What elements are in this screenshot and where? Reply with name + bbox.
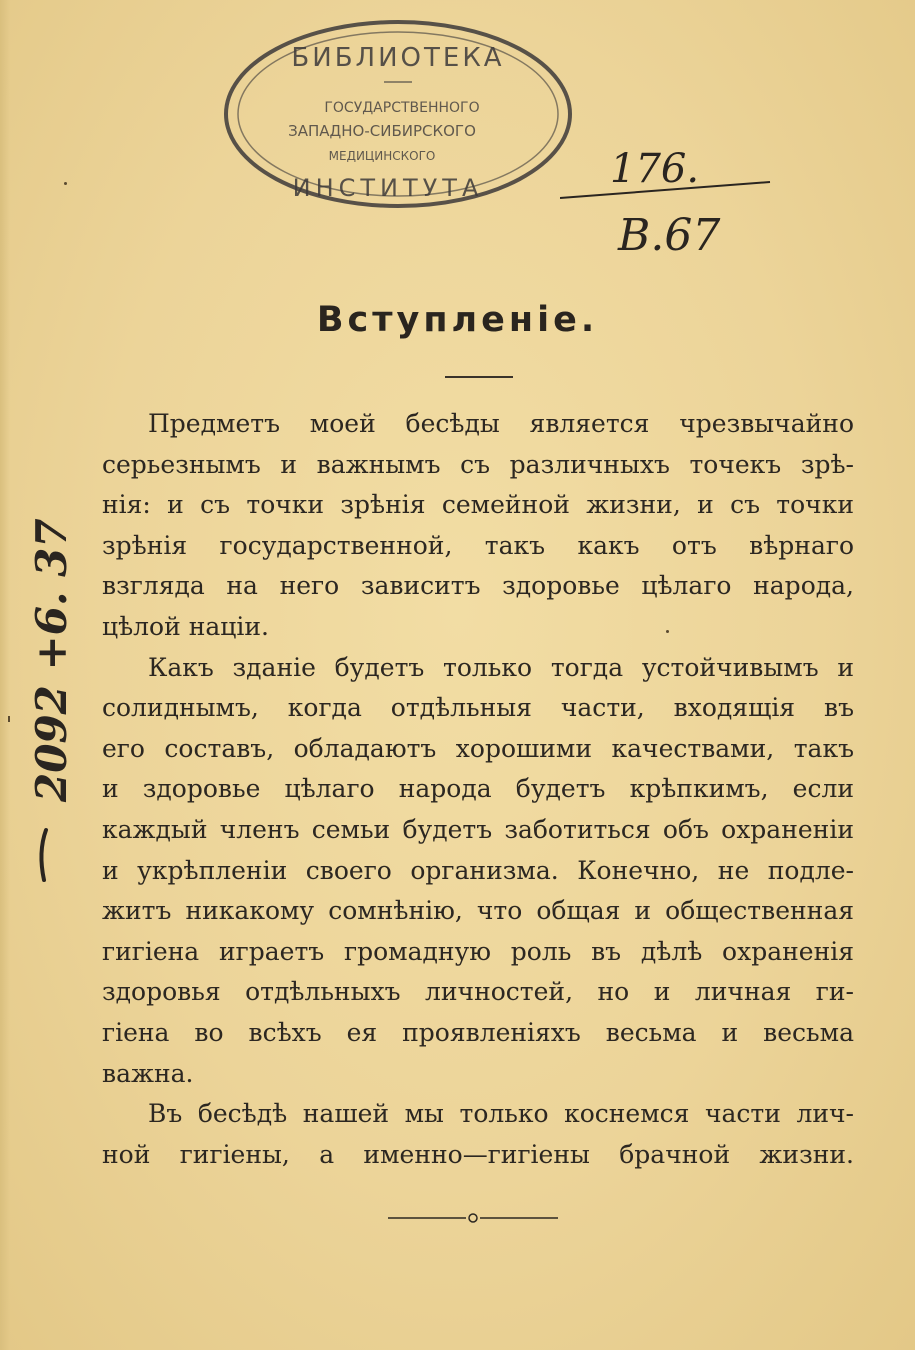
text-line: солиднымъ, когда отдѣльныя части, входящія въ — [102, 693, 854, 723]
stamp-line-1: БИБЛИОТЕКА — [291, 43, 505, 73]
text-line: Предметъ моей бесѣды является чрезвычайно — [148, 409, 854, 438]
stamp-line-2: ГОСУДАРСТВЕННОГО — [324, 100, 480, 116]
end-ornament-graphic — [388, 1208, 558, 1228]
library-stamp — [212, 8, 584, 220]
text-line: каждый членъ семьи будетъ заботиться объ охраненіи — [102, 814, 854, 844]
text-line: гигіена играетъ громадную роль въ дѣлѣ охраненія — [102, 936, 854, 966]
text-line: зрѣнія государственной, такъ какъ отъ вѣрнаго — [102, 530, 854, 560]
shelfmark-bottom: В.67 — [618, 210, 721, 261]
text-line: здоровья отдѣльныхъ личностей, но и личная ги- — [102, 977, 854, 1007]
body-text — [102, 404, 854, 1175]
text-line: и здоровье цѣлаго народа будетъ крѣпкимъ, если — [102, 774, 854, 804]
margin-note-graphic — [18, 372, 98, 892]
paragraph-1 — [102, 404, 854, 648]
paper-speck — [64, 182, 67, 185]
text-line: и укрѣпленіи своего организма. Конечно, не подле- — [102, 855, 854, 885]
text-line: ной гигіены, а именно—гигіены брачной жизни. — [102, 1139, 854, 1169]
paper-speck — [666, 630, 669, 633]
paper-speck — [8, 716, 10, 722]
text-line: Какъ зданіе будетъ только тогда устойчивымъ и — [148, 652, 854, 682]
title-rule — [445, 376, 513, 378]
text-line: житъ никакому сомнѣнію, что общая и общественная — [102, 896, 854, 926]
handwritten-shelfmark — [560, 140, 790, 280]
stamp-line-5: ИНСТИТУТА — [292, 174, 484, 202]
text-line: нія: и съ точки зрѣнія семейной жизни, и съ точки — [102, 490, 854, 520]
text-line: серьезнымъ и важнымъ съ различныхъ точекъ зрѣ- — [102, 449, 854, 479]
library-stamp-graphic — [212, 8, 584, 220]
page-title: Вступленіе. — [316, 300, 599, 340]
stamp-line-3: ЗАПАДНО-СИБИРСКОГО — [288, 122, 476, 140]
paragraph-2 — [102, 648, 854, 1095]
text-line: взгляда на него зависитъ здоровье цѣлаго народа, — [102, 571, 854, 601]
text-line: его составъ, обладаютъ хорошими качествами, такъ — [102, 733, 854, 763]
text-line: цѣлой націи. — [102, 611, 269, 641]
stamp-line-4: МЕДИЦИНСКОГО — [328, 149, 436, 163]
page-edge-shadow — [0, 0, 10, 1350]
shelfmark-graphic — [560, 140, 790, 280]
text-line: гіена во всѣхъ ея проявленіяхъ весьма и весьма — [102, 1017, 854, 1047]
text-line: важна. — [102, 1058, 194, 1088]
text-line: Въ бесѣдѣ нашей мы только коснемся части лич- — [148, 1099, 854, 1129]
end-ornament — [388, 1208, 558, 1228]
shelfmark-top: 176. — [610, 146, 700, 192]
margin-handwritten-note — [18, 372, 98, 892]
paragraph-3 — [102, 1094, 854, 1175]
margin-note-text: 2092 +6. 37 — [27, 518, 76, 802]
